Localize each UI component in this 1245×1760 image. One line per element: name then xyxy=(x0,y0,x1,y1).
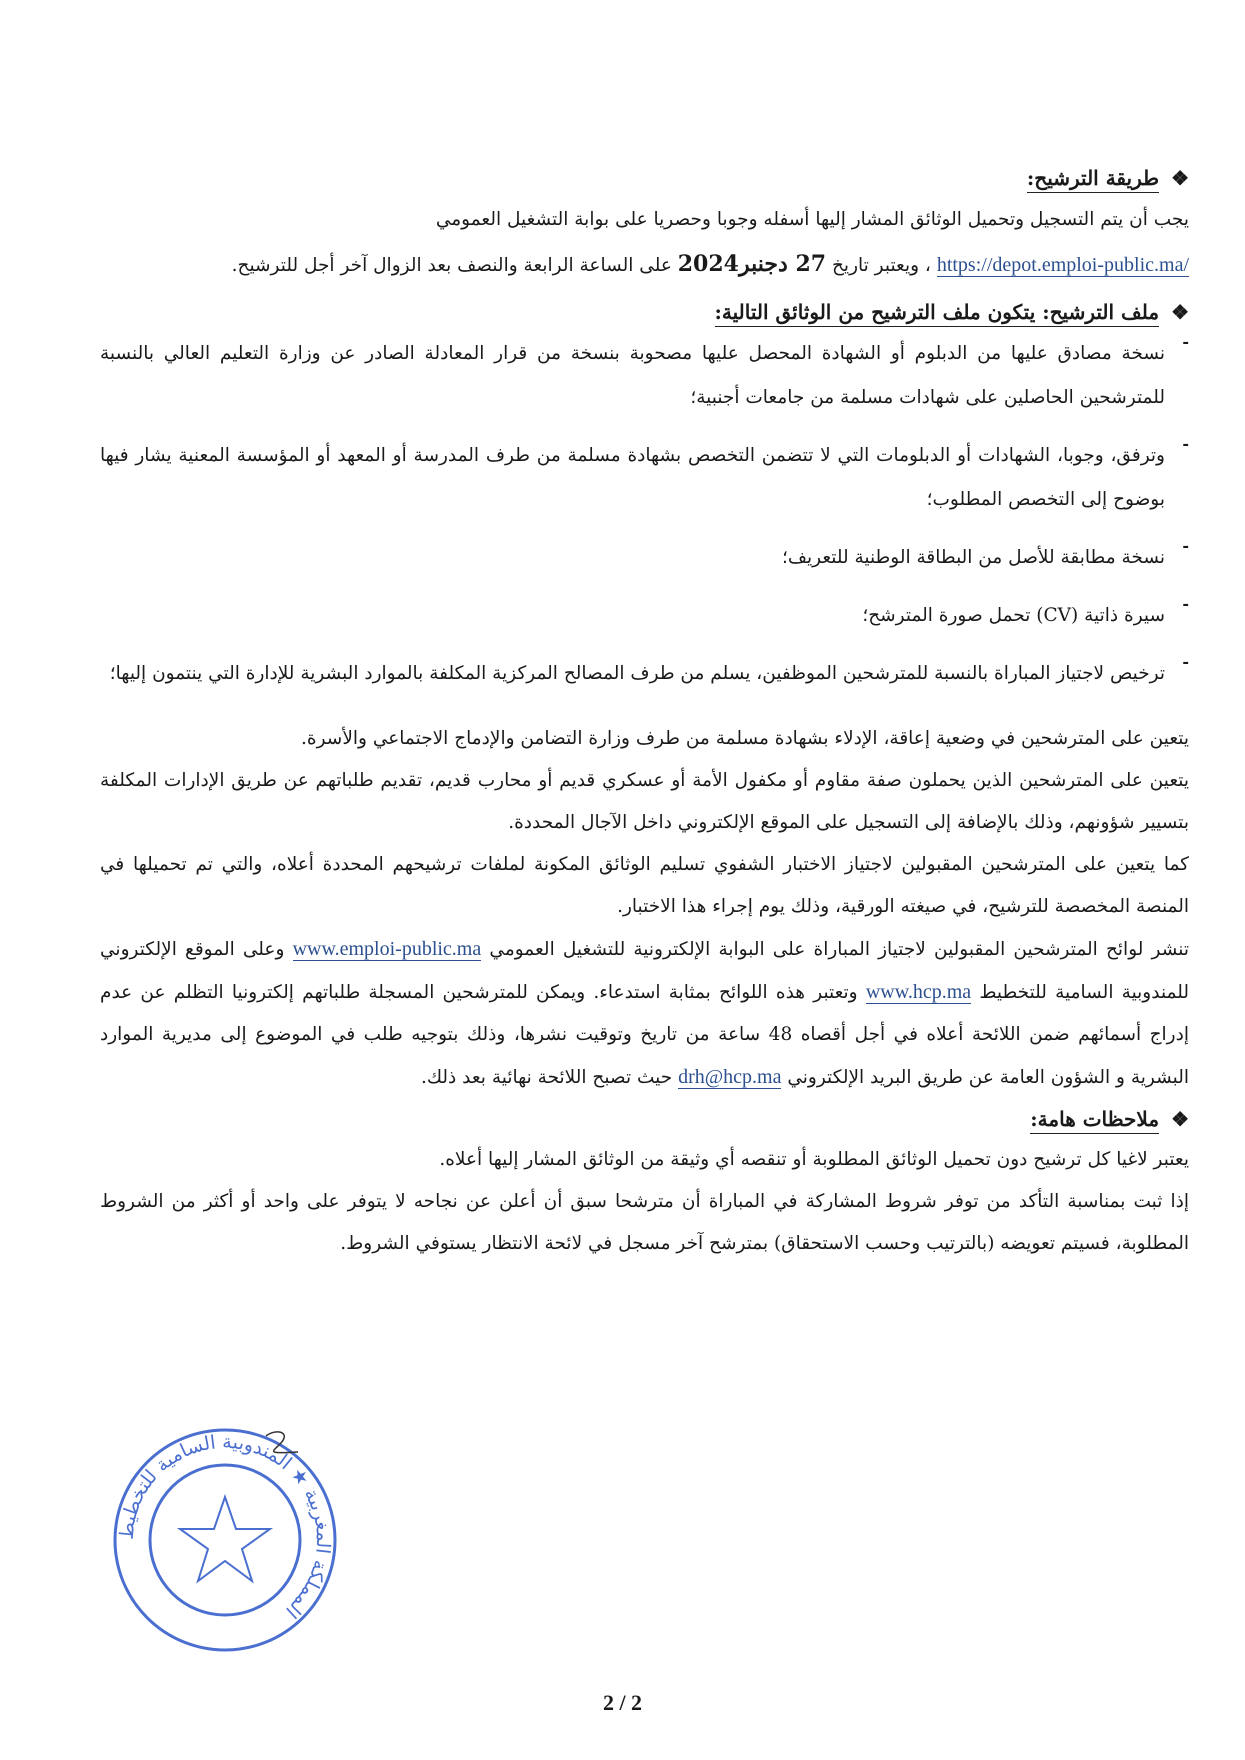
diamond-bullet-icon: ❖ xyxy=(1171,300,1189,324)
stamp-text: المملكة المغربية ★ المندوبية السامية للتخطيط xyxy=(115,1430,335,1623)
star-icon xyxy=(180,1497,270,1581)
document-body xyxy=(100,158,1189,1265)
deadline-date: 27 دجنبر2024 xyxy=(677,251,827,277)
veterans-paragraph: يتعين على المترشحين الذين يحملون صفة مقاوم أو مكفول الأمة أو عسكري قديم أو محارب قديم، تقديم طلباتهم عن طريق الإدارات المكلفة بتسيير شؤونهم، وذلك بالإضافة إلى التسجيل على الموقع الإلكتروني داخل الآجال المحددة. xyxy=(100,770,1189,833)
list-item: - وترفق، وجوبا، الشهادات أو الدبلومات التي لا تتضمن التخصص بشهادة مسلمة من طرف المدرسة أو المعهد أو المؤسسة المعنية يشار فيها بوضوح إلى التخصص المطلوب؛ xyxy=(100,434,1189,510)
oral-exam-paragraph: كما يتعين على المترشحين المقبولين لاجتياز الاختبار الشفوي تسليم الوثائق المكونة لملفات ترشيحهم المحددة أعلاه، والتي تم تحميلها في المنصة المخصصة للترشيح، في صيغته الورقية، وذلك يوم إجراء هذا الاختبار. xyxy=(100,854,1189,917)
note-2: إذا ثبت بمناسبة التأكد من توفر شروط المشاركة في المباراة أن مترشحا سبق أن أعلن عن نجاحه لا يتوفر على واحد أو أكثر من الشروط المطلوبة، فسيتم تعويضه (بالترتيب وحسب الاستحقاق) بمترشح آخر مسجل في لائحة الانتظار يستوفي الشروط. xyxy=(100,1191,1189,1254)
hcp-link[interactable]: www.hcp.ma xyxy=(865,981,972,1003)
dash-bullet-icon: - xyxy=(1182,434,1189,453)
dash-bullet-icon: - xyxy=(1182,594,1189,613)
diamond-bullet-icon: ❖ xyxy=(1171,166,1189,190)
official-stamp xyxy=(110,1425,340,1655)
note-1: يعتبر لاغيا كل ترشيح دون تحميل الوثائق المطلوبة أو تنقصه أي وثيقة من الوثائق المشار إليها أعلاه. xyxy=(439,1149,1189,1170)
emploi-public-link[interactable]: www.emploi-public.ma xyxy=(292,938,482,960)
list-item: - ترخيص لاجتياز المباراة بالنسبة للمترشحين الموظفين، يسلم من طرف المصالح المركزية المكلفة بالموارد البشرية للإدارة التي ينتمون إليها؛ xyxy=(109,652,1189,684)
depot-link[interactable]: https://depot.emploi-public.ma/ xyxy=(936,254,1189,276)
dash-bullet-icon: - xyxy=(1182,536,1189,555)
stamp-inner-ring xyxy=(150,1465,300,1615)
application-method-text: يجب أن يتم التسجيل وتحميل الوثائق المشار إليها أسفله وجوبا وحصريا على بوابة التشغيل العمومي https://depot.emploi-public.ma/ ، ويعتبر تاريخ 27 دجنبر2024 على الساعة الرابعة والنصف بعد الزوال آخر أجل للترشيح. xyxy=(231,209,1189,277)
heading-application-method: ❖طريقة الترشيح: xyxy=(100,158,1189,198)
list-item: - سيرة ذاتية (CV) تحمل صورة المترشح؛ xyxy=(862,594,1189,626)
diamond-bullet-icon: ❖ xyxy=(1171,1107,1189,1131)
dash-bullet-icon: - xyxy=(1182,332,1189,351)
heading-application-file: ❖ملف الترشيح: يتكون ملف الترشيح من الوثائق التالية: xyxy=(100,292,1189,332)
lists-paragraph: تنشر لوائح المترشحين المقبولين لاجتياز المباراة على البوابة الإلكترونية للتشغيل العمومي www.emploi-public.ma وعلى الموقع الإلكتروني للمندوبية السامية للتخطيط www.hcp.ma وتعتبر هذه اللوائح بمثابة استدعاء. ويمكن للمترشحين المسجلة طلباتهم إلكترونيا التظلم عن عدم إدراج أسمائهم ضمن اللائحة أعلاه في أجل أقصاه 48 ساعة من تاريخ وتوقيت نشرها، وذلك بتوجيه طلب في الموضوع إلى مديرية الموارد البشرية و الشؤون العامة عن طريق البريد الإلكتروني drh@hcp.ma حيث تصبح اللائحة نهائية بعد ذلك. xyxy=(100,938,1189,1088)
list-item: - نسخة مصادق عليها من الدبلوم أو الشهادة المحصل عليها مصحوبة بنسخة من قرار المعادلة الصادر عن وزارة التعليم العالي بالنسبة للمترشحين الحاصلين على شهادات مسلمة من جامعات أجنبية؛ xyxy=(100,332,1189,408)
email-link[interactable]: drh@hcp.ma xyxy=(678,1066,782,1088)
heading-important-notes: ❖ملاحظات هامة: xyxy=(100,1099,1189,1139)
list-item: - نسخة مطابقة للأصل من البطاقة الوطنية للتعريف؛ xyxy=(781,536,1189,568)
disability-paragraph: يتعين على المترشحين في وضعية إعاقة، الإدلاء بشهادة مسلمة من طرف وزارة التضامن والإدماج الاجتماعي والأسرة. xyxy=(301,728,1189,749)
dash-bullet-icon: - xyxy=(1182,652,1189,671)
signature-mark xyxy=(262,1428,302,1458)
page-number: 2 / 2 xyxy=(602,1690,643,1715)
